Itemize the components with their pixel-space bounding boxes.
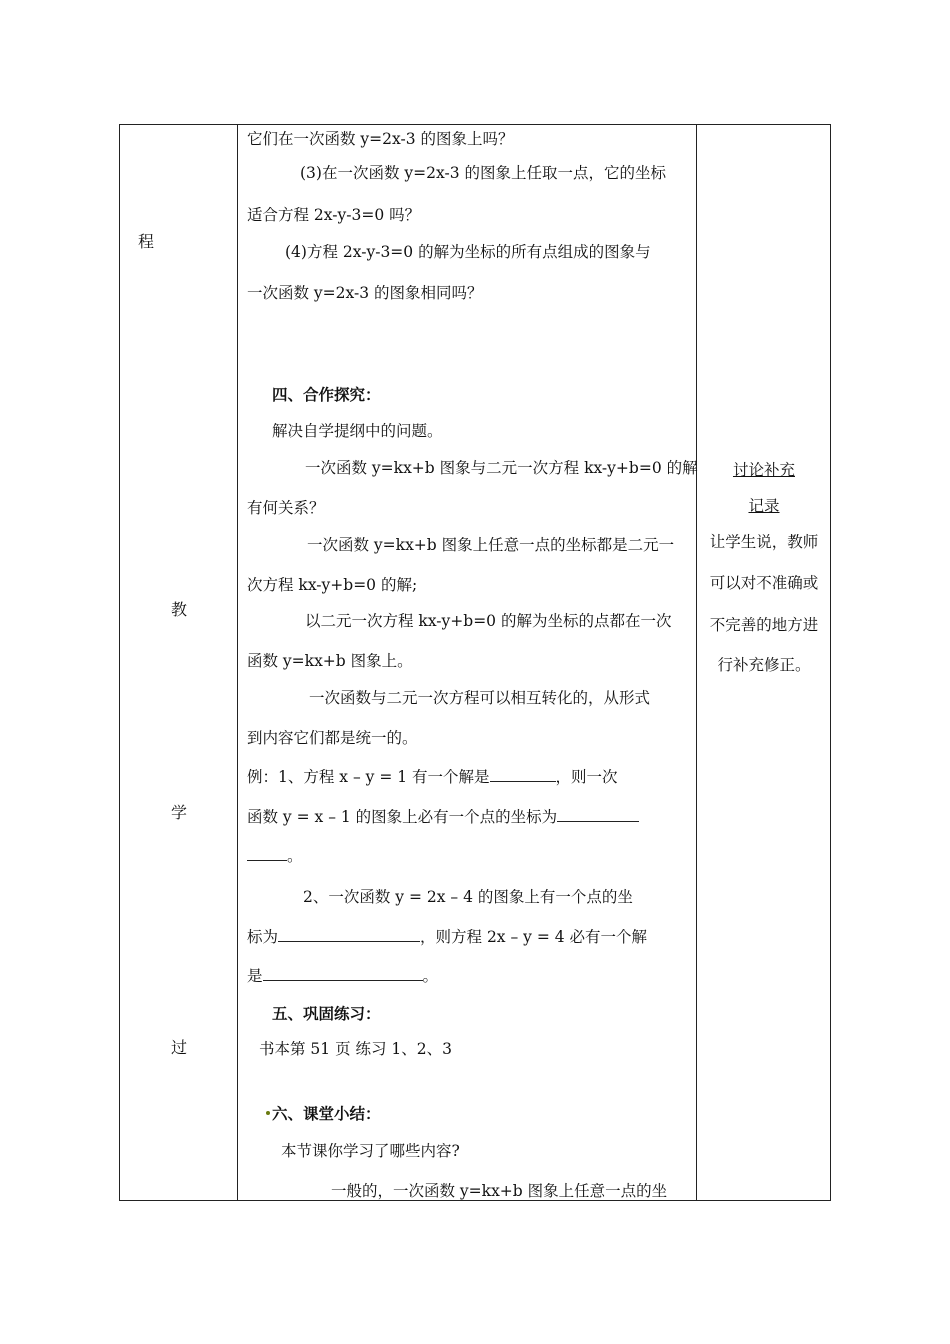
section-6-line: 一般的，一次函数 y=kx+b 图象上任意一点的坐 (331, 1182, 668, 1200)
column-divider-left (237, 124, 238, 1201)
notes-line: 不完善的地方进 (709, 616, 819, 634)
section-4-line: 解决自学提纲中的问题。 (272, 422, 443, 440)
section-5-title: 五、巩固练习： (272, 1004, 381, 1023)
notes-title-line2: 记录 (748, 497, 780, 515)
answer-blank (247, 846, 287, 861)
answer-blank (490, 767, 556, 782)
left-char-xue: 学 (171, 803, 188, 822)
left-char-cheng: 程 (138, 232, 155, 251)
section-5-line: 书本第 51 页 练习 1、2、3 (259, 1040, 453, 1058)
section-4-line: 函数 y=kx+b 图象上。 (247, 652, 413, 670)
section-4-line: 以二元一次方程 kx-y+b=0 的解为坐标的点都在一次 (305, 612, 672, 630)
example-1-line2: 函数 y = x – 1 的图象上必有一个点的坐标为 (247, 807, 639, 827)
question-3-line1: (3)在一次函数 y=2x-3 的图象上任取一点，它的坐标 (300, 164, 666, 182)
example-2-line3: 是 。 (247, 967, 439, 985)
example-2-line1: 2、一次函数 y = 2x – 4 的图象上有一个点的坐 (303, 888, 633, 906)
example-1-line1: 例：1、方程 x – y = 1 有一个解是 ，则一次 (247, 768, 618, 786)
example-2-line2: 标为 ，则方程 2x – y = 4 必有一个解 (247, 928, 648, 946)
notes-title-line1: 讨论补充 (732, 461, 795, 479)
left-char-guo: 过 (171, 1038, 188, 1057)
section-4-title: 四、合作探究： (272, 385, 381, 404)
question-cont: 它们在一次函数 y=2x-3 的图象上吗？ (247, 130, 514, 148)
section-4-line: 到内容它们都是统一的。 (247, 729, 418, 747)
question-3-line2: 适合方程 2x-y-3=0 吗？ (247, 206, 421, 224)
example-1-line3: 。 (247, 846, 303, 866)
question-4-line1: (4)方程 2x-y-3=0 的解为坐标的所有点组成的图象与 (285, 243, 651, 261)
answer-blank (557, 807, 639, 822)
question-4-line2: 一次函数 y=2x-3 的图象相同吗？ (247, 284, 483, 302)
answer-blank (278, 927, 420, 942)
section-4-line: 一次函数与二元一次方程可以相互转化的，从形式 (309, 689, 651, 707)
answer-blank (263, 966, 423, 981)
notes-line: 可以对不准确或 (709, 574, 819, 592)
section-4-line: 一次函数 y=kx+b 图象与二元一次方程 kx-y+b=0 的解 (305, 459, 698, 477)
section-4-line: 一次函数 y=kx+b 图象上任意一点的坐标都是二元一 (307, 536, 675, 554)
section-4-line: 次方程 kx-y+b=0 的解; (247, 576, 418, 594)
section-6-title: 六、课堂小结： (272, 1104, 381, 1123)
notes-line: 让学生说，教师 (709, 533, 819, 551)
marker-dot (266, 1111, 270, 1115)
left-char-jiao: 教 (171, 600, 188, 619)
section-4-line: 有何关系？ (247, 499, 325, 517)
section-6-line: 本节课你学习了哪些内容? (281, 1142, 460, 1160)
notes-line: 行补充修正。 (717, 656, 811, 674)
